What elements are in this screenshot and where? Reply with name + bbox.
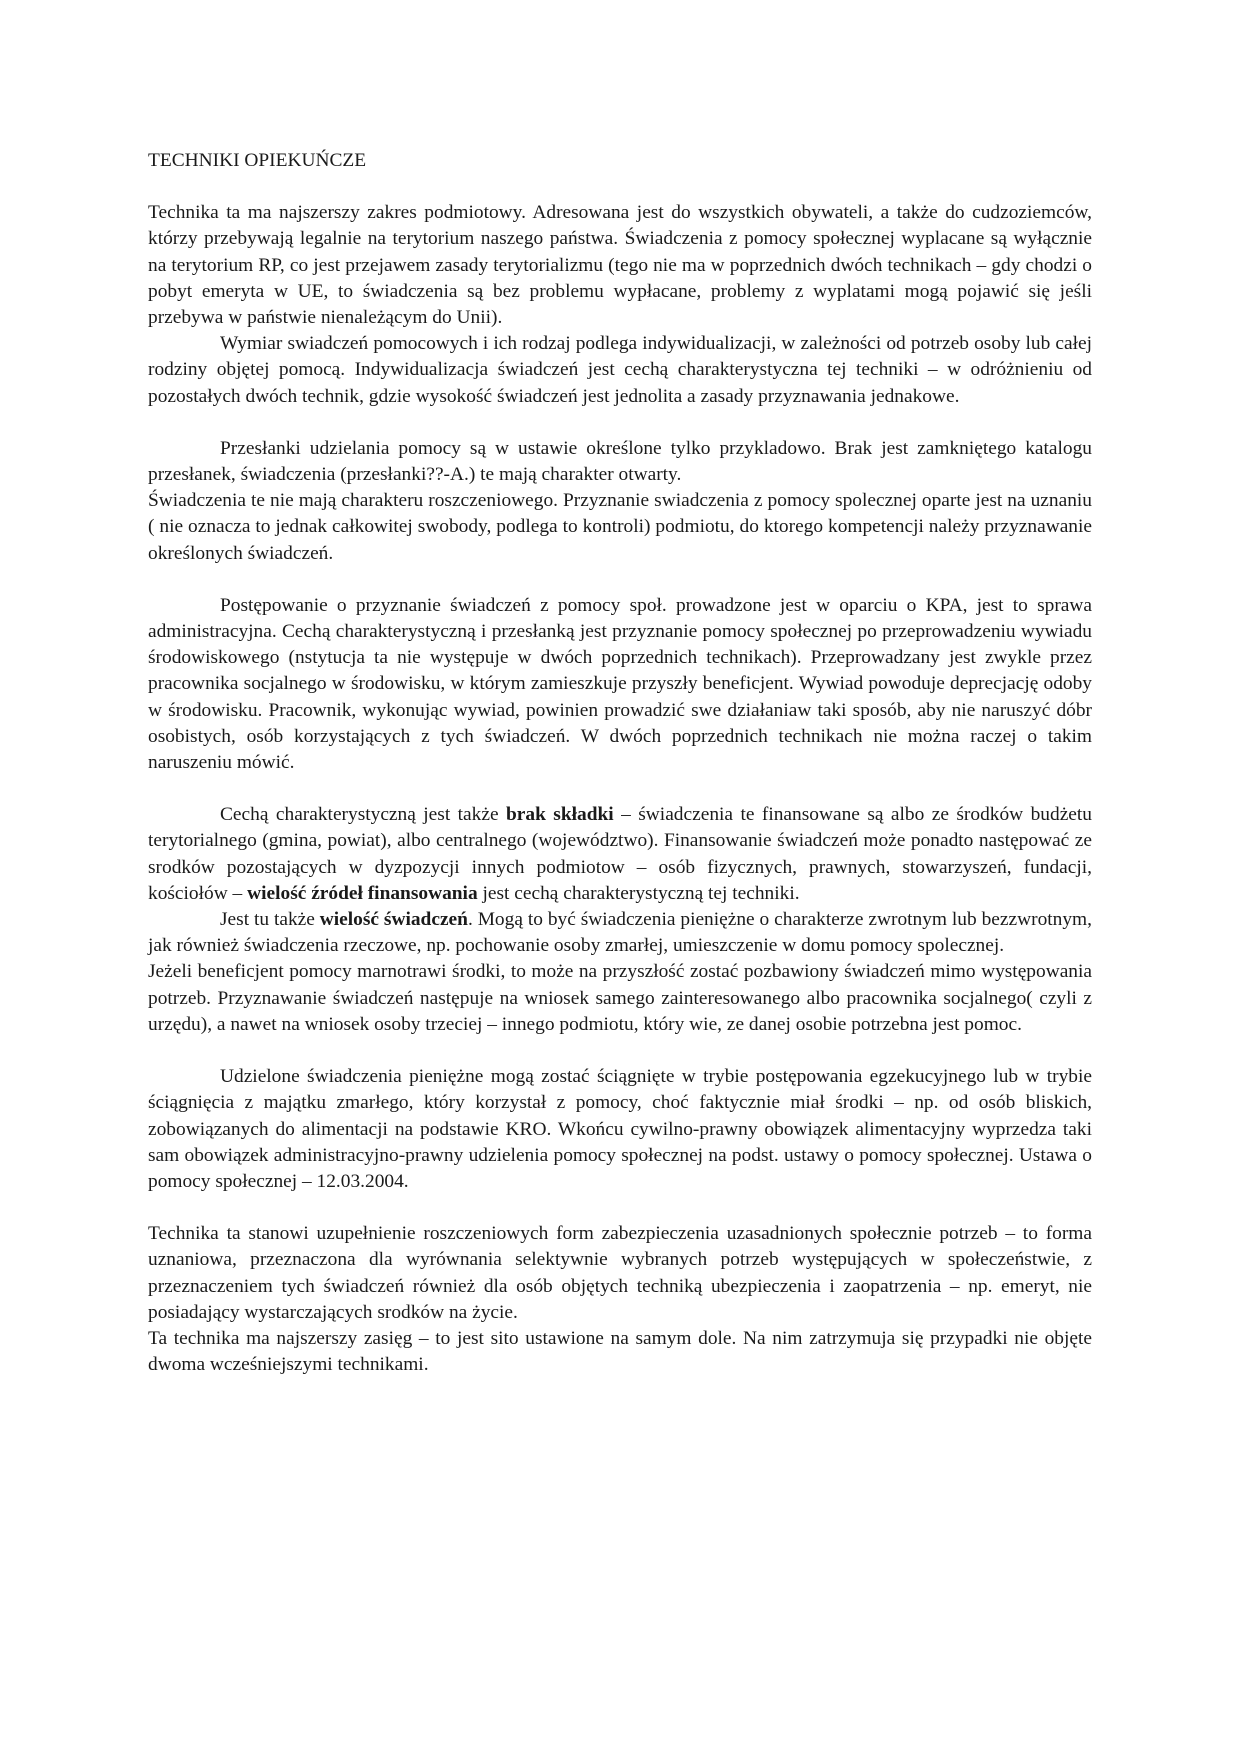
text-run: – świadczenia te finansowane są albo ze środków budżetu terytorialnego (gmina, powiat), albo centralnego (województwo). Finansowanie świadczeń może ponadto następować ze srodków pozostających w dyzpozycji innych podmiotow – osób fizycznych, prawnych, stowarzyszeń, fundacji, kościołów – [148,804,1092,904]
paragraph [148,907,1092,959]
paragraph [148,1064,1092,1195]
text-run: Technika ta ma najszerszy zakres podmiotowy. Adresowana jest do wszystkich obywateli, a także do cudzoziemców, którzy przebywają legalnie na terytorium naszego państwa. Świadczenia z pomocy społecznej wyplacane są wyłącznie na terytorium RP, co jest przejawem zasady terytorializmu (tego nie ma w poprzednich dwóch technikach – gdy chodzi o pobyt emeryta w UE, to świadczenia są bez problemu wypłacane, problemy z wyplatami mogą pojawić się jeśli przebywa w państwie nienależącym do Unii). [148,202,1092,329]
text-run: Świadczenia te nie mają charakteru roszczeniowego. Przyznanie swiadczenia z pomocy spolecznej oparte jest na uznaniu ( nie oznacza to jednak całkowitej swobody, podlega to kontroli) podmiotu, do ktorego kompetencji należy przyznawanie określonych świadczeń. [148,490,1092,564]
bold-text: brak składki [506,804,614,826]
paragraph-gap [148,1195,1092,1221]
document-page [148,148,1092,1378]
document-title: TECHNIKI OPIEKUŃCZE [148,150,367,171]
paragraph-gap [148,776,1092,802]
bold-text: wielość źródeł finansowania [247,882,478,904]
text-run: Ta technika ma najszerszy zasięg – to jest sito ustawione na samym dole. Na nim zatrzymuja się przypadki nie objęte dwoma wcześniejszymi technikami. [148,1327,1092,1376]
text-run: Jest tu także [220,909,320,931]
paragraph-gap [148,1038,1092,1064]
paragraph [148,488,1092,567]
paragraph [148,331,1092,410]
paragraph [148,802,1092,907]
paragraph-gap [148,567,1092,593]
text-run: Jeżeli beneficjent pomocy marnotrawi środki, to może na przyszłość zostać pozbawiony świadczeń mimo występowania potrzeb. Przyznawanie świadczeń następuje na wniosek samego zainteresowanego albo pracownika socjalnego( czyli z urzędu), a nawet na wniosek osoby trzeciej – innego podmiotu, który wie, ze danej osobie potrzebna jest pomoc. [148,961,1092,1035]
paragraph-gap [148,410,1092,436]
paragraph [148,959,1092,1038]
text-run: Technika ta stanowi uzupełnienie roszczeniowych form zabezpieczenia uzasadnionych społecznie potrzeb – to forma uznaniowa, przeznaczona dla wyrównania selektywnie wybranych potrzeb występujących w społeczeństwie, z przeznaczeniem tych świadczeń również dla osób objętych techniką ubezpieczenia i zaopatrzenia – np. emeryt, nie posiadający wystarczających srodków na życie. [148,1223,1092,1323]
paragraph [148,1326,1092,1378]
text-run: . Mogą to być świadczenia pieniężne o charakterze zwrotnym lub bezzwrotnym, jak również świadczenia rzeczowe, np. pochowanie osoby zmarłej, umieszczenie w domu pomocy spolecznej. [148,909,1092,957]
text-run: Udzielone świadczenia pieniężne mogą zostać ściągnięte w trybie postępowania egzekucyjnego lub w trybie ściągnięcia z majątku zmarłego, który korzystał z pomocy, choć faktycznie miał środki – np. od osób bliskich, zobowiązanych do alimentacji na podstawie KRO. Wkońcu cywilno-prawny obowiązek alimentacyjny wyprzedza taki sam obowiązek administracyjno-prawny udzielenia pomocy społecznej na podst. ustawy o pomocy społecznej. Ustawa o pomocy społecznej – 12.03.2004. [148,1066,1092,1192]
paragraph [148,593,1092,776]
bold-text: wielość świadczeń [319,909,468,931]
text-run: Postępowanie o przyznanie świadczeń z pomocy społ. prowadzone jest w oparciu o KPA, jest to sprawa administracyjna. Cechą charakterystyczną i przesłanką jest przyznanie pomocy społecznej po przeprowadzeniu wywiadu środowiskowego (nstytucja ta nie występuje w dwóch poprzednich technikach). Przeprowadzany jest zwykle przez pracownika socjalnego w środowisku, w którym zamieszkuje przyszły beneficjent. Wywiad powoduje deprecjację odoby w środowisku. Pracownik, wykonując wywiad, powinien prowadzić swe działaniaw taki sposób, aby nie naruszyć dóbr osobistych, osób korzystających z tych świadczeń. W dwóch poprzednich technikach nie można raczej o takim naruszeniu mówić. [148,594,1092,774]
paragraph [148,436,1092,488]
paragraph [148,200,1092,331]
text-run: jest cechą charakterystyczną tej techniki. [477,882,800,904]
document-body [148,200,1092,1378]
text-run: Cechą charakterystyczną jest także [220,804,506,826]
paragraph [148,1221,1092,1326]
text-run: Wymiar swiadczeń pomocowych i ich rodzaj podlega indywidualizacji, w zależności od potrzeb osoby lub całej rodziny objętej pomocą. Indywidualizacja świadczeń jest cechą charakterystyczna tej techniki – w odróżnieniu od pozostałych dwóch technik, gdzie wysokość świadczeń jest jednolita a zasady przyznawania jednakowe. [148,333,1092,407]
text-run: Przesłanki udzielania pomocy są w ustawie określone tylko przykladowo. Brak jest zamkniętego katalogu przesłanek, świadczenia (przesłanki??-A.) te mają charakter otwarty. [148,437,1092,486]
